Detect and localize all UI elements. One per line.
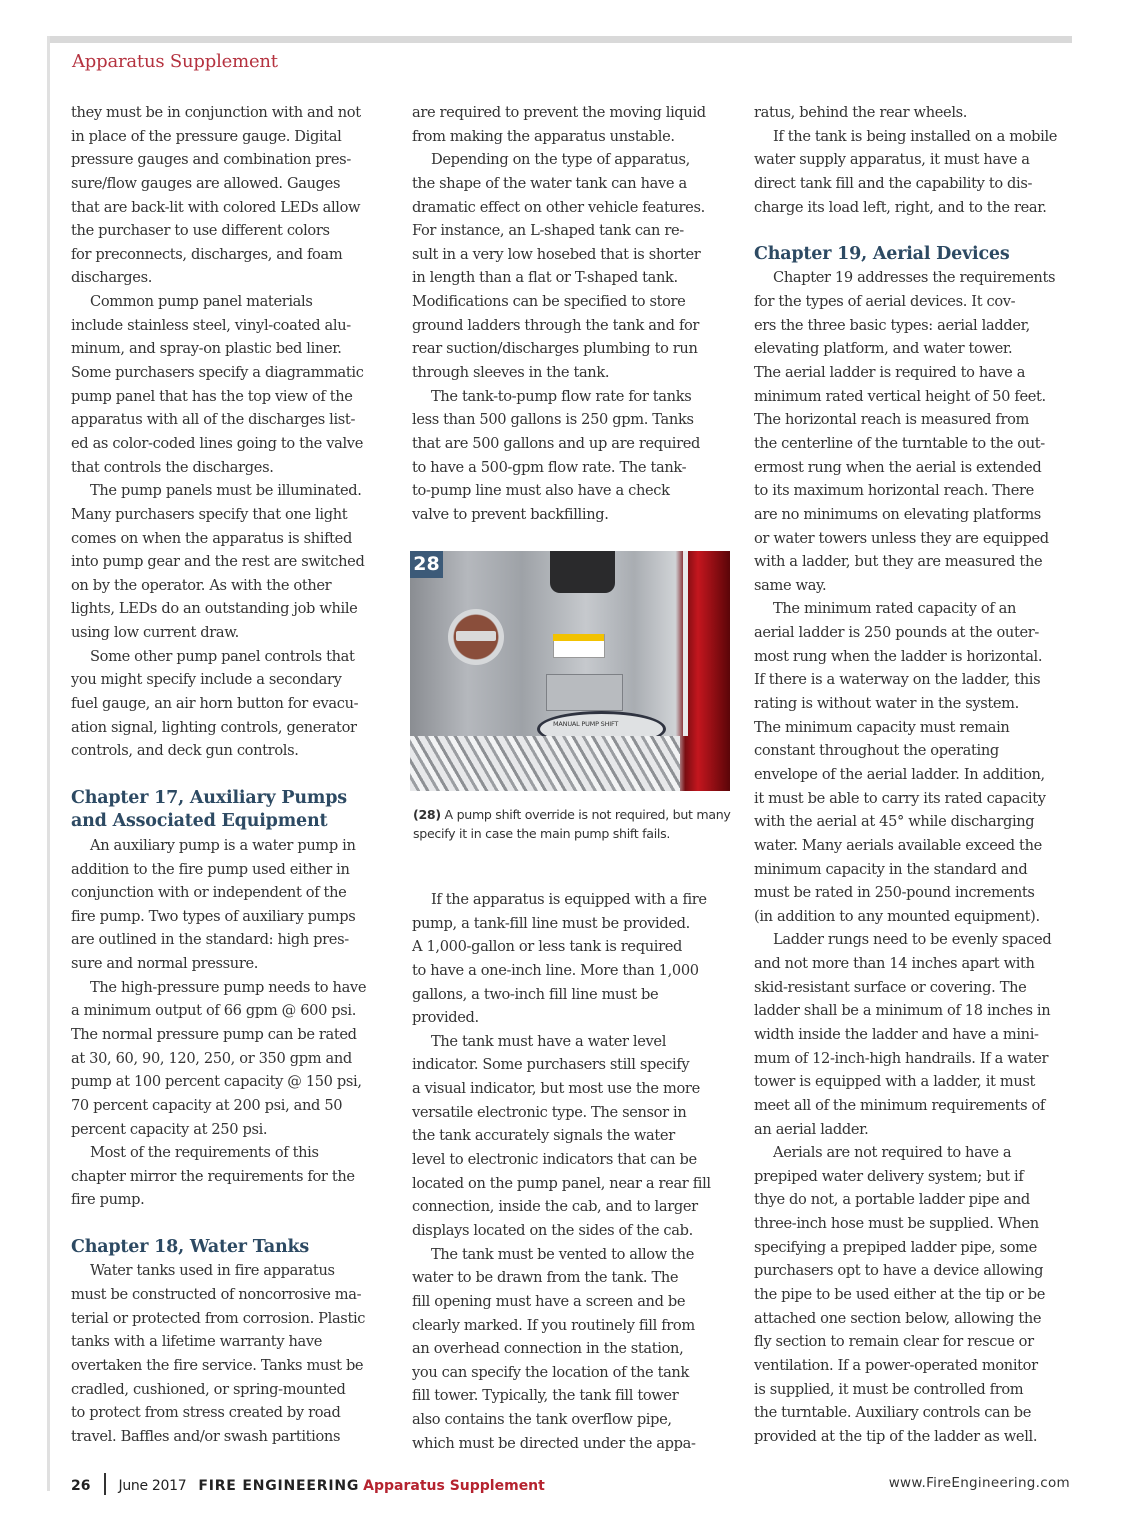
paragraph [71,290,406,479]
text-line: If there is a waterway on the ladder, this [754,671,1041,689]
text-line: fire pump. Two types of auxiliary pumps [71,907,356,925]
publication-name: FIRE ENGINEERING [198,1478,360,1494]
page-frame-left [47,36,50,1491]
text-line: water to be drawn from the tank. The [412,1269,679,1287]
text-line: direct tank fill and the capability to dis- [754,174,1033,192]
paragraph [71,1141,406,1212]
text-line: comes on when the apparatus is shifted [71,529,352,547]
text-line: ratus, behind the rear wheels. [754,104,968,121]
text-line: The aerial ladder is required to have a [754,364,1026,382]
text-line: The normal pressure pump can be rated [71,1025,357,1043]
photo-diamond-plate [410,736,680,791]
text-line: for the types of aerial devices. It cov- [754,293,1016,311]
paragraph-gap [71,1212,406,1236]
text-line: cradled, cushioned, or spring-mounted [71,1380,346,1398]
text-line: Many purchasers specify that one light [71,505,348,523]
photo-caution-bar [553,634,604,641]
text-line: a minimum output of 66 gpm @ 600 psi. [71,1002,357,1020]
text-line: provided. [412,1009,479,1027]
text-line: for preconnects, discharges, and foam [71,245,343,263]
text-line: through sleeves in the tank. [412,364,610,382]
paragraph [71,1259,406,1448]
figure-photo [410,551,730,791]
text-line: aerial ladder is 250 pounds at the outer- [754,624,1039,642]
text-line: are required to prevent the moving liquid [412,104,706,121]
text-line: on by the operator. As with the other [71,576,332,594]
text-line: connection, inside the cab, and to larger [412,1198,698,1216]
paragraph [412,148,747,384]
text-line: minum, and spray-on plastic bed liner. [71,340,342,358]
text-line: versatile electronic type. The sensor in [412,1103,687,1121]
text-line: pump at 100 percent capacity @ 150 psi, [71,1073,362,1091]
text-line: The horizontal reach is measured from [754,411,1030,429]
chapter-heading [71,1236,406,1260]
text-line: rear suction/discharges plumbing to run [412,340,698,358]
paragraph [754,597,1089,928]
paragraph [71,645,406,763]
heading-line: Chapter 17, Auxiliary Pumps [71,787,347,808]
text-line: sure/flow gauges are allowed. Gauges [71,174,341,192]
text-line: prepiped water delivery system; but if [754,1167,1024,1185]
page-frame-top [47,36,1072,43]
text-line: The tank must have a water level [431,1032,667,1050]
paragraph-gap [71,763,406,787]
chapter-heading [754,243,1089,267]
photo-valve-housing [550,551,615,593]
text-line: the turntable. Auxiliary controls can be [754,1404,1032,1422]
page-number: 26 [71,1478,91,1494]
text-line: clearly marked. If you routinely fill from [412,1316,695,1334]
text-line: pump panel that has the top view of the [71,387,353,405]
paragraph [412,1243,747,1456]
text-line: width inside the ladder and have a mini- [754,1025,1039,1043]
text-line: with the aerial at 45° while discharging [754,813,1035,831]
text-line: a visual indicator, but most use the more [412,1080,700,1098]
text-line: to protect from stress created by road [71,1404,341,1422]
text-line: which must be directed under the appa- [412,1434,696,1452]
figure-caption [413,805,733,843]
text-line: that are back-lit with colored LEDs allow [71,198,361,216]
text-line: lights, LEDs do an outstanding job while [71,600,358,618]
text-line: water. Many aerials available exceed the [754,836,1042,854]
text-line: specifying a prepiped ladder pipe, some [754,1238,1037,1256]
text-line: indicator. Some purchasers still specify [412,1056,690,1074]
text-line: attached one section below, allowing the [754,1309,1042,1327]
text-line: minimum rated vertical height of 50 feet. [754,387,1046,405]
text-line: an aerial ladder. [754,1120,869,1138]
text-line: to have a 500-gpm flow rate. The tank- [412,458,687,476]
text-line: constant throughout the operating [754,742,999,760]
text-line: include stainless steel, vinyl-coated alu- [71,316,351,334]
issue-date: June 2017 [118,1478,187,1494]
text-line: Aerials are not required to have a [773,1144,1012,1162]
caption-text: A pump shift override is not required, but many specify it in case the main pump shift fails. [413,807,731,841]
text-line: or water towers unless they are equipped [754,529,1049,547]
website-url: www.FireEngineering.com [888,1475,1070,1491]
text-line: the purchaser to use different colors [71,222,330,240]
text-line: percent capacity at 250 psi. [71,1120,268,1138]
text-line: skid-resistant surface or covering. The [754,978,1027,996]
paragraph [71,834,406,976]
column-2-bottom [412,888,747,1455]
footer-divider [104,1473,106,1495]
section-label: Apparatus Supplement [72,51,278,72]
page-footer [71,1475,545,1497]
heading-line: and Associated Equipment [71,811,328,832]
text-line: (in addition to any mounted equipment). [754,907,1040,925]
text-line: fill tower. Typically, the tank fill tower [412,1387,679,1405]
text-line: rating is without water in the system. [754,695,1019,713]
text-line: If the apparatus is equipped with a fire [431,891,707,908]
text-line: The pump panels must be illuminated. [90,482,362,500]
heading-line: Chapter 18, Water Tanks [71,1236,310,1257]
text-line: pressure gauges and combination pres- [71,151,351,169]
text-line: Ladder rungs need to be evenly spaced [773,931,1052,949]
text-line: the centerline of the turntable to the out- [754,434,1045,452]
text-line: controls, and deck gun controls. [71,742,299,760]
text-line: 70 percent capacity at 200 psi, and 50 [71,1096,343,1114]
text-line: you might specify include a secondary [71,671,342,689]
text-line: tanks with a lifetime warranty have [71,1333,323,1351]
paragraph [71,976,406,1141]
text-line: the pipe to be used either at the tip or be [754,1286,1045,1304]
text-line: located on the pump panel, near a rear fill [412,1174,711,1192]
column-3 [754,101,1089,1449]
text-line: the tank accurately signals the water [412,1127,675,1145]
text-line: most rung when the ladder is horizontal. [754,647,1043,665]
photo-button-text: MANUAL PUMP SHIFT [553,720,619,728]
text-line: ed as color-coded lines going to the valve [71,434,363,452]
supplement-name: Apparatus Supplement [363,1478,545,1494]
paragraph [754,928,1089,1141]
text-line: An auxiliary pump is a water pump in [90,836,356,854]
text-line: overtaken the fire service. Tanks must be [71,1356,364,1374]
text-line: minimum capacity in the standard and [754,860,1028,878]
paragraph [412,888,747,1030]
text-line: tower is equipped with a ladder, it must [754,1073,1036,1091]
text-line: apparatus with all of the discharges list- [71,411,356,429]
text-line: A 1,000-gallon or less tank is required [412,938,682,956]
text-line: from making the apparatus unstable. [412,127,675,145]
text-line: The minimum capacity must remain [754,718,1010,736]
paragraph [754,1141,1089,1448]
text-line: conjunction with or independent of the [71,884,347,902]
text-line: less than 500 gallons is 250 gpm. Tanks [412,411,694,429]
text-line: Some purchasers specify a diagrammatic [71,364,364,382]
text-line: it must be able to carry its rated capacity [754,789,1046,807]
text-line: to have a one-inch line. More than 1,000 [412,961,699,979]
paragraph [71,101,406,290]
text-line: charge its load left, right, and to the rear. [754,198,1047,216]
photo-bracket [546,674,623,711]
text-line: an overhead connection in the station, [412,1340,684,1358]
paragraph [412,101,747,148]
text-line: same way. [754,576,827,594]
text-line: purchasers opt to have a device allowing [754,1262,1044,1280]
text-line: also contains the tank overflow pipe, [412,1411,672,1429]
text-line: are no minimums on elevating platforms [754,505,1041,523]
text-line: travel. Baffles and/or swash partitions [71,1427,341,1445]
text-line: Depending on the type of apparatus, [431,151,690,169]
text-line: ation signal, lighting controls, generator [71,718,357,736]
text-line: to-pump line must also have a check [412,482,670,500]
paragraph [754,266,1089,597]
text-line: the shape of the water tank can have a [412,174,687,192]
text-line: The tank-to-pump flow rate for tanks [431,387,692,405]
text-line: mum of 12-inch-high handrails. If a water [754,1049,1049,1067]
text-line: using low current draw. [71,624,239,642]
photo-panel-edge [683,551,688,736]
paragraph-gap [754,219,1089,243]
text-line: to its maximum horizontal reach. There [754,482,1034,500]
chapter-heading [71,787,406,834]
text-line: displays located on the sides of the cab. [412,1221,693,1239]
text-line: into pump gear and the rest are switched [71,553,365,571]
text-line: discharges. [71,269,153,287]
column-1 [71,101,406,1449]
text-line: pump, a tank-fill line must be provided. [412,914,690,932]
text-line: fire pump. [71,1191,145,1209]
text-line: sult in a very low hosebed that is shorter [412,245,701,263]
text-line: you can specify the location of the tank [412,1363,689,1381]
text-line: Most of the requirements of this [90,1144,319,1162]
text-line: is supplied, it must be controlled from [754,1380,1024,1398]
text-line: The high-pressure pump needs to have [90,978,367,996]
text-line: Chapter 19 addresses the requirements [773,269,1056,287]
text-line: ladder shall be a minimum of 18 inches in [754,1002,1051,1020]
text-line: ventilation. If a power-operated monitor [754,1356,1038,1374]
text-line: three-inch hose must be supplied. When [754,1215,1039,1233]
text-line: For instance, an L-shaped tank can re- [412,222,684,240]
text-line: must be rated in 250-pound increments [754,884,1035,902]
text-line: ers the three basic types: aerial ladder, [754,316,1030,334]
text-line: they must be in conjunction with and not [71,104,361,121]
text-line: valve to prevent backfilling. [412,505,609,523]
paragraph [412,1030,747,1243]
photo-knob-label [456,631,496,641]
text-line: fill opening must have a screen and be [412,1292,686,1310]
caption-number: (28) [413,807,441,822]
text-line: that are 500 gallons and up are required [412,434,700,452]
text-line: in length than a flat or T-shaped tank. [412,269,678,287]
paragraph [754,125,1089,220]
text-line: ground ladders through the tank and for [412,316,700,334]
text-line: Modifications can be specified to store [412,293,686,311]
text-line: terial or protected from corrosion. Plastic [71,1309,366,1327]
text-line: Common pump panel materials [90,293,313,311]
text-line: thye do not, a portable ladder pipe and [754,1191,1030,1209]
text-line: gallons, a two-inch fill line must be [412,985,659,1003]
text-line: elevating platform, and water tower. [754,340,1013,358]
text-line: that controls the discharges. [71,458,274,476]
column-2-top [412,101,747,527]
text-line: fuel gauge, an air horn button for evacu- [71,695,359,713]
text-line: provided at the tip of the ladder as well. [754,1427,1038,1445]
text-line: at 30, 60, 90, 120, 250, or 350 gpm and [71,1049,352,1067]
paragraph [71,479,406,644]
text-line: The tank must be vented to allow the [431,1245,695,1263]
paragraph [754,101,1089,125]
text-line: ermost rung when the aerial is extended [754,458,1042,476]
text-line: sure and normal pressure. [71,955,259,973]
text-line: must be constructed of noncorrosive ma- [71,1286,362,1304]
text-line: dramatic effect on other vehicle features. [412,198,705,216]
figure-number-badge: 28 [410,551,443,578]
text-line: Water tanks used in fire apparatus [90,1262,335,1280]
text-line: addition to the fire pump used either in [71,860,350,878]
text-line: water supply apparatus, it must have a [754,151,1030,169]
text-line: The minimum rated capacity of an [773,600,1017,618]
paragraph [412,385,747,527]
text-line: with a ladder, but they are measured the [754,553,1043,571]
text-line: envelope of the aerial ladder. In addition, [754,765,1045,783]
text-line: in place of the pressure gauge. Digital [71,127,342,145]
text-line: If the tank is being installed on a mobile [773,127,1058,145]
text-line: chapter mirror the requirements for the [71,1167,355,1185]
text-line: meet all of the minimum requirements of [754,1096,1045,1114]
text-line: level to electronic indicators that can be [412,1151,697,1169]
text-line: fly section to remain clear for rescue or [754,1333,1034,1351]
text-line: are outlined in the standard: high pres- [71,931,349,949]
heading-line: Chapter 19, Aerial Devices [754,243,1010,264]
text-line: Some other pump panel controls that [90,647,355,665]
text-line: and not more than 14 inches apart with [754,955,1035,973]
